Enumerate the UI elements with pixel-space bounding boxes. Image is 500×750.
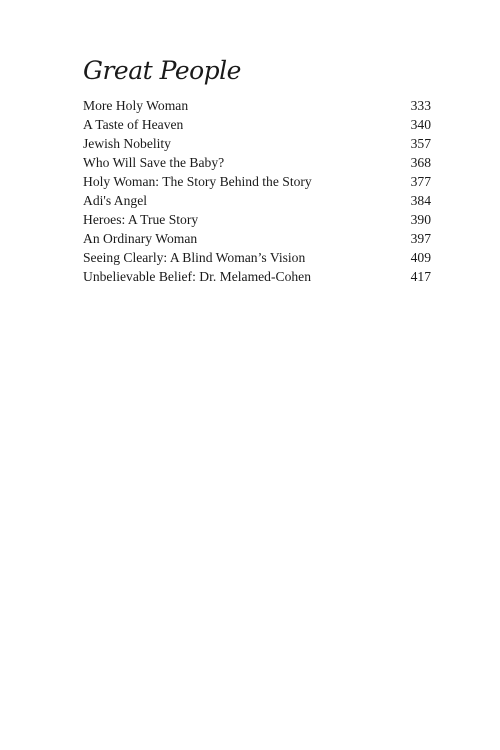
toc-entry-page: 384: [410, 193, 431, 208]
toc-entry-title: An Ordinary Woman: [83, 231, 198, 246]
toc-entry: [83, 96, 431, 115]
toc-entry: [83, 115, 431, 134]
toc-entry: [83, 172, 431, 191]
toc-entry-title: A Taste of Heaven: [83, 117, 184, 132]
toc-entry-title: Holy Woman: The Story Behind the Story: [83, 174, 312, 189]
toc-entry-page: 377: [410, 174, 431, 189]
section-title: Great People: [83, 56, 241, 85]
toc-entry-title: Seeing Clearly: A Blind Woman’s Vision: [83, 250, 306, 265]
toc-entry-page: 340: [410, 117, 431, 132]
toc-entry-page: 368: [410, 155, 431, 170]
toc-entry-page: 357: [410, 136, 431, 151]
toc-entry: [83, 191, 431, 210]
toc-entry-title: Jewish Nobelity: [83, 136, 171, 151]
table-of-contents: [83, 96, 431, 286]
toc-entry: [83, 248, 431, 267]
toc-entry-page: 397: [410, 231, 431, 246]
toc-entry: [83, 210, 431, 229]
toc-entry: [83, 229, 431, 248]
toc-entry-title: Who Will Save the Baby?: [83, 155, 225, 170]
toc-entry-title: Unbelievable Belief: Dr. Melamed-Cohen: [83, 269, 312, 284]
toc-entry-page: 417: [410, 269, 431, 284]
toc-entry-page: 409: [410, 250, 431, 265]
toc-entry: [83, 153, 431, 172]
toc-entry-page: 390: [410, 212, 431, 227]
toc-entry-page: 333: [410, 98, 431, 113]
toc-entry-title: Heroes: A True Story: [83, 212, 199, 227]
toc-entry: [83, 267, 431, 286]
toc-entry-title: Adi's Angel: [83, 193, 147, 208]
toc-entry: [83, 134, 431, 153]
toc-entry-title: More Holy Woman: [83, 98, 189, 113]
